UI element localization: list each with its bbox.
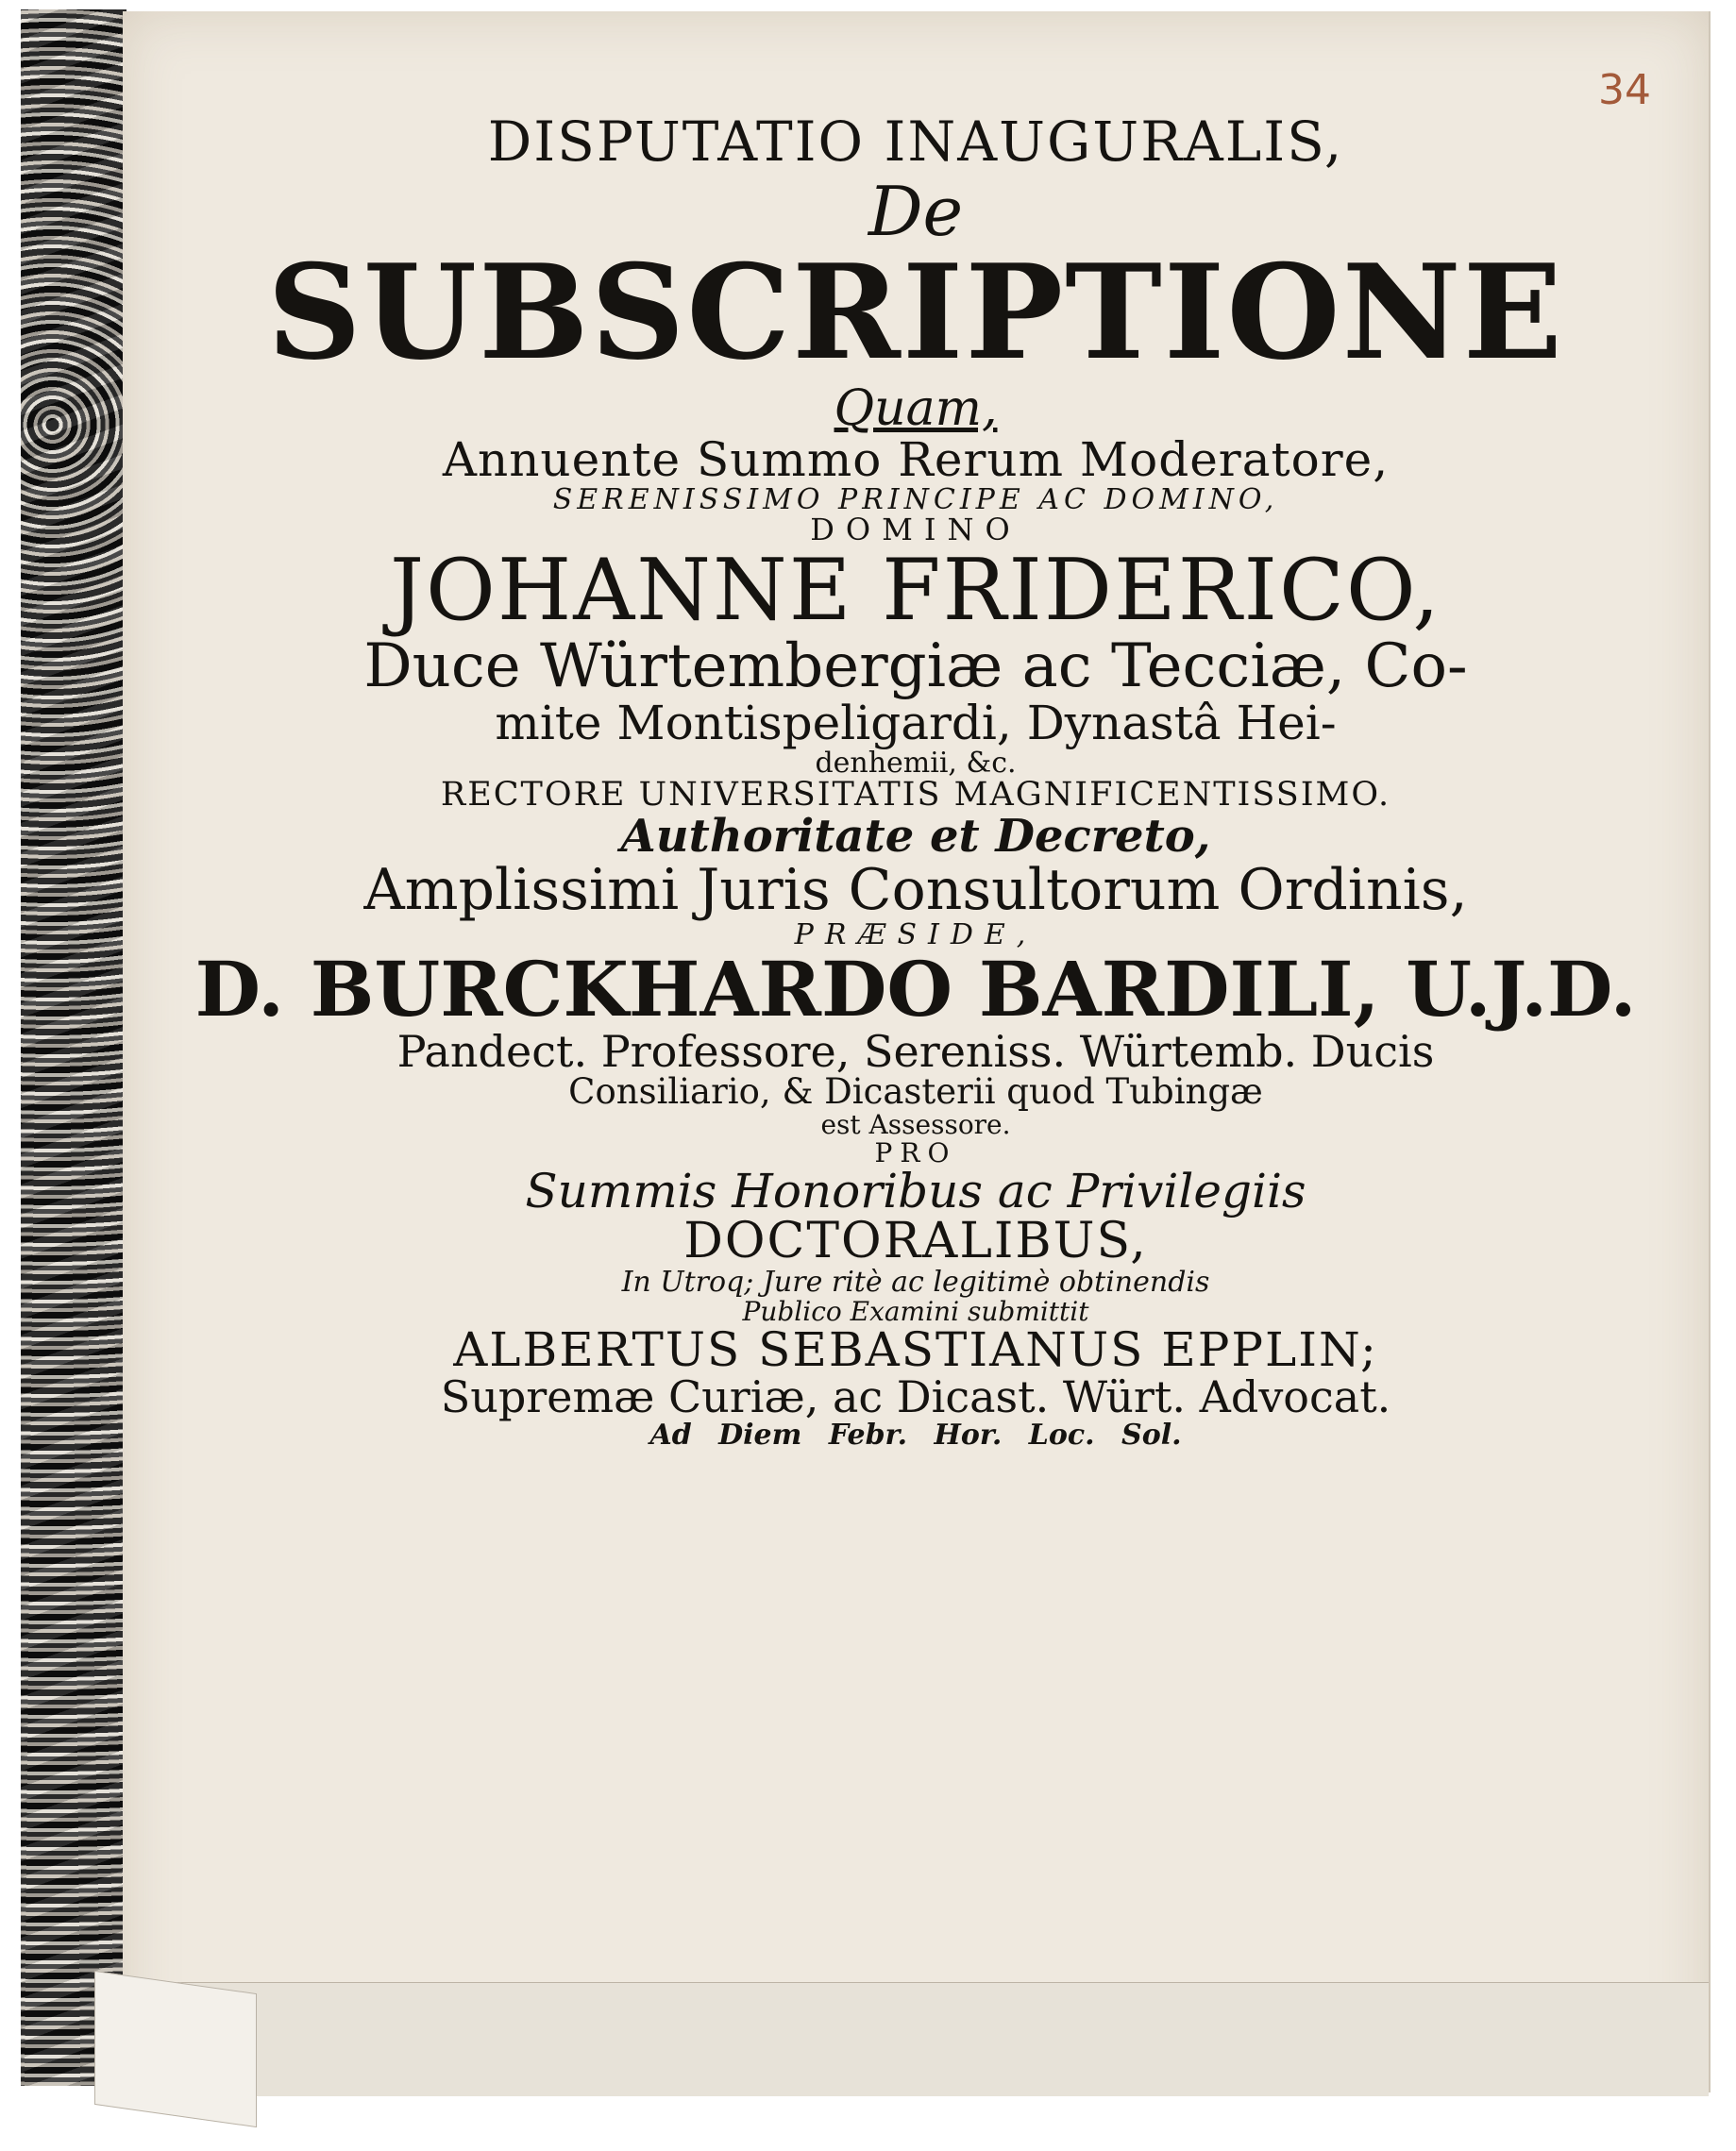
authoritate-line: Authoritate et Decreto, [620, 810, 1211, 864]
rectore-line: RECTORE UNIVERSITATIS MAGNIFICENTISSIMO. [440, 776, 1391, 815]
consiliario-line: Consiliario, & Dicasterii quod Tubingæ [568, 1071, 1263, 1113]
disputation-heading: DISPUTATIO INAUGURALIS, [487, 109, 1344, 174]
doctoralibus-line: DOCTORALIBUS, [683, 1213, 1148, 1270]
epplin-line: ALBERTUS SEBASTIANUS EPPLIN; [453, 1321, 1378, 1377]
de-line: De [868, 171, 964, 251]
torn-corner [94, 1971, 257, 2127]
folio-number: 34 [1598, 66, 1651, 114]
amplissimi-line: Amplissimi Juris Consultorum Ordinis, [363, 856, 1468, 923]
praeside-line: PRÆSIDE, [794, 917, 1037, 951]
domino-line: DOMINO [810, 512, 1021, 548]
marbled-endpaper [21, 9, 126, 2086]
duce-line: Duce Würtembergiæ ac Tecciæ, Co- [363, 631, 1468, 702]
utroque-line: In Utroq; Jure ritè ac legitimè obtinendis [621, 1266, 1210, 1300]
assessore-line: est Assessore. [820, 1109, 1011, 1141]
heidenhemii-line: denhemii, &c. [815, 746, 1017, 780]
ad-diem-line: Ad Diem Febr. Hor. Loc. Sol. [649, 1418, 1182, 1452]
title-text-block [123, 109, 1709, 1452]
quam-line: Quam, [834, 380, 998, 438]
pandect-line: Pandect. Professore, Sereniss. Würtemb. Ducis [396, 1026, 1435, 1077]
bardili-line: D. BURCKHARDO BARDILI, U.J.D. [194, 945, 1637, 1033]
serenissimo-line: SERENISSIMO PRINCIPE AC DOMINO, [552, 482, 1279, 516]
main-title: SUBSCRIPTIONE [267, 235, 1564, 390]
johanne-friderico-line: JOHANNE FRIDERICO, [389, 540, 1442, 640]
montispeligardi-line: mite Montispeligardi, Dynastâ Hei- [495, 696, 1337, 751]
pro-line: PRO [874, 1136, 957, 1168]
supremae-line: Supremæ Curiæ, ac Dicast. Würt. Advocat. [440, 1371, 1391, 1423]
publico-line: Publico Examini submittit [742, 1295, 1089, 1327]
page-bottom-edge [94, 1982, 1709, 2096]
summis-line: Summis Honoribus ac Privilegiis [525, 1163, 1306, 1218]
annuente-line: Annuente Summo Rerum Moderatore, [442, 432, 1390, 488]
